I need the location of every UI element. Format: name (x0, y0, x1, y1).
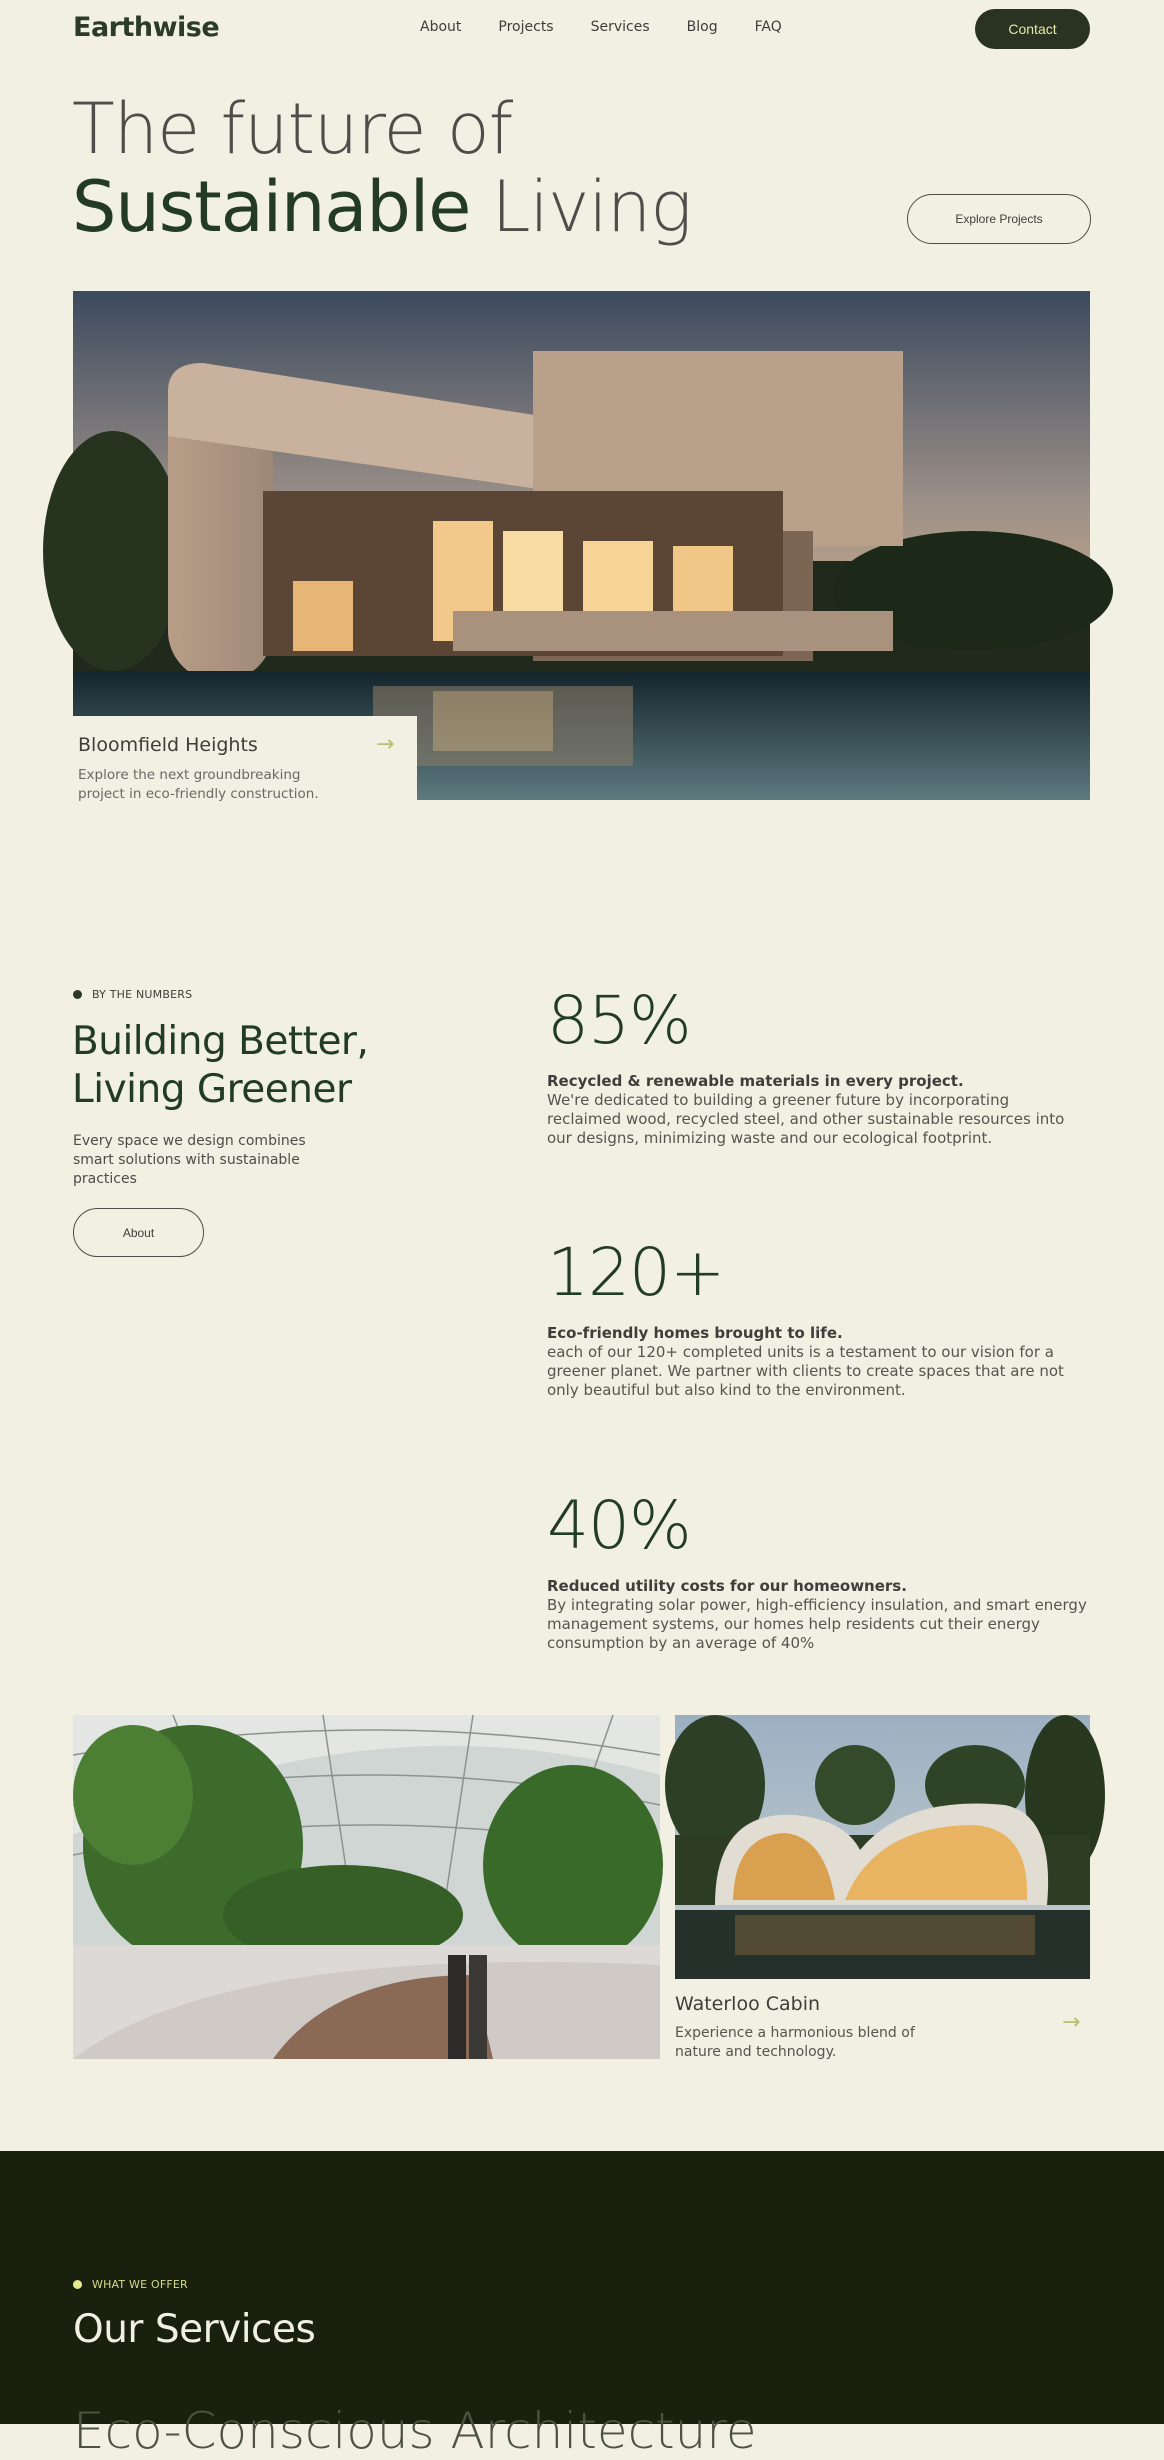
stat-text: each of our 120+ completed units is a testament to our vision for a greener planet. We partner with clients to create spaces that are not only beautiful but also kind to the environment. (547, 1343, 1064, 1399)
numbers-eyebrow-label: BY THE NUMBERS (92, 988, 193, 1001)
bullet-dot-icon (73, 990, 82, 999)
stat-recycled-materials (547, 982, 1087, 1148)
hero-title-line1: The future of (72, 88, 513, 170)
explore-projects-button[interactable]: Explore Projects (907, 194, 1091, 244)
services-eyebrow-label: WHAT WE OFFER (92, 2278, 188, 2291)
project-card-description: Explore the next groundbreaking project in eco-friendly construction. (78, 767, 319, 802)
project-card-bloomfield[interactable] (73, 716, 417, 800)
stat-utility-costs (547, 1487, 1087, 1653)
cabin-illustration (675, 1715, 1090, 1979)
atrium-illustration (73, 1715, 660, 2059)
bullet-dot-icon (73, 2280, 82, 2289)
numbers-eyebrow (73, 988, 192, 1001)
site-header (0, 0, 1164, 58)
greenhouse-atrium-image[interactable] (73, 1715, 660, 2059)
hero-title-accent: Sustainable (72, 166, 471, 248)
services-title: Our Services (73, 2307, 316, 2352)
numbers-title-line1: Building Better, (72, 1019, 369, 1064)
service-item-heading[interactable]: Eco-Conscious Architecture (73, 2402, 757, 2460)
services-eyebrow (73, 2278, 188, 2291)
cabin-card-description: Experience a harmonious blend of nature and technology. (675, 2025, 915, 2060)
about-button[interactable]: About (73, 1208, 204, 1257)
stat-value: 40% (547, 1487, 691, 1564)
contact-button[interactable]: Contact (975, 9, 1090, 49)
stat-text: We're dedicated to building a greener future by incorporating reclaimed wood, recycled steel, and other sustainable resources into our designs, minimizing waste and our ecological footprint. (547, 1091, 1065, 1147)
arrow-right-icon[interactable]: → (1062, 2010, 1081, 2035)
numbers-title (72, 1018, 368, 1114)
hero-title-rest: Living (470, 166, 692, 248)
stat-value: 120+ (547, 1234, 725, 1311)
waterloo-cabin-image[interactable] (675, 1715, 1090, 1979)
stat-heading: Recycled & renewable materials in every project. (547, 1072, 964, 1090)
hero-title-line2 (72, 166, 691, 248)
stat-value: 85% (547, 982, 691, 1059)
stat-heading: Eco-friendly homes brought to life. (547, 1324, 843, 1342)
stat-eco-homes (547, 1234, 1087, 1400)
nav-services[interactable]: Services (590, 19, 650, 35)
stat-heading: Reduced utility costs for our homeowners. (547, 1577, 907, 1595)
nav-projects[interactable]: Projects (498, 19, 554, 35)
logo[interactable]: Earthwise (73, 12, 220, 43)
project-card-title: Bloomfield Heights (78, 734, 258, 756)
numbers-description: Every space we design combines smart solutions with sustainable practices (73, 1133, 306, 1187)
services-section (0, 2151, 1164, 2460)
nav-about[interactable]: About (420, 19, 462, 35)
arrow-right-icon[interactable]: → (376, 732, 395, 757)
stat-text: By integrating solar power, high-efficiency insulation, and smart energy management systems, our homes help residents cut their energy consumption by an average of 40% (547, 1596, 1087, 1652)
numbers-title-line2: Living Greener (72, 1067, 352, 1112)
cabin-card-title: Waterloo Cabin (675, 1993, 821, 2015)
nav-blog[interactable]: Blog (686, 19, 718, 35)
main-nav (420, 19, 782, 35)
nav-faq[interactable]: FAQ (754, 19, 782, 35)
